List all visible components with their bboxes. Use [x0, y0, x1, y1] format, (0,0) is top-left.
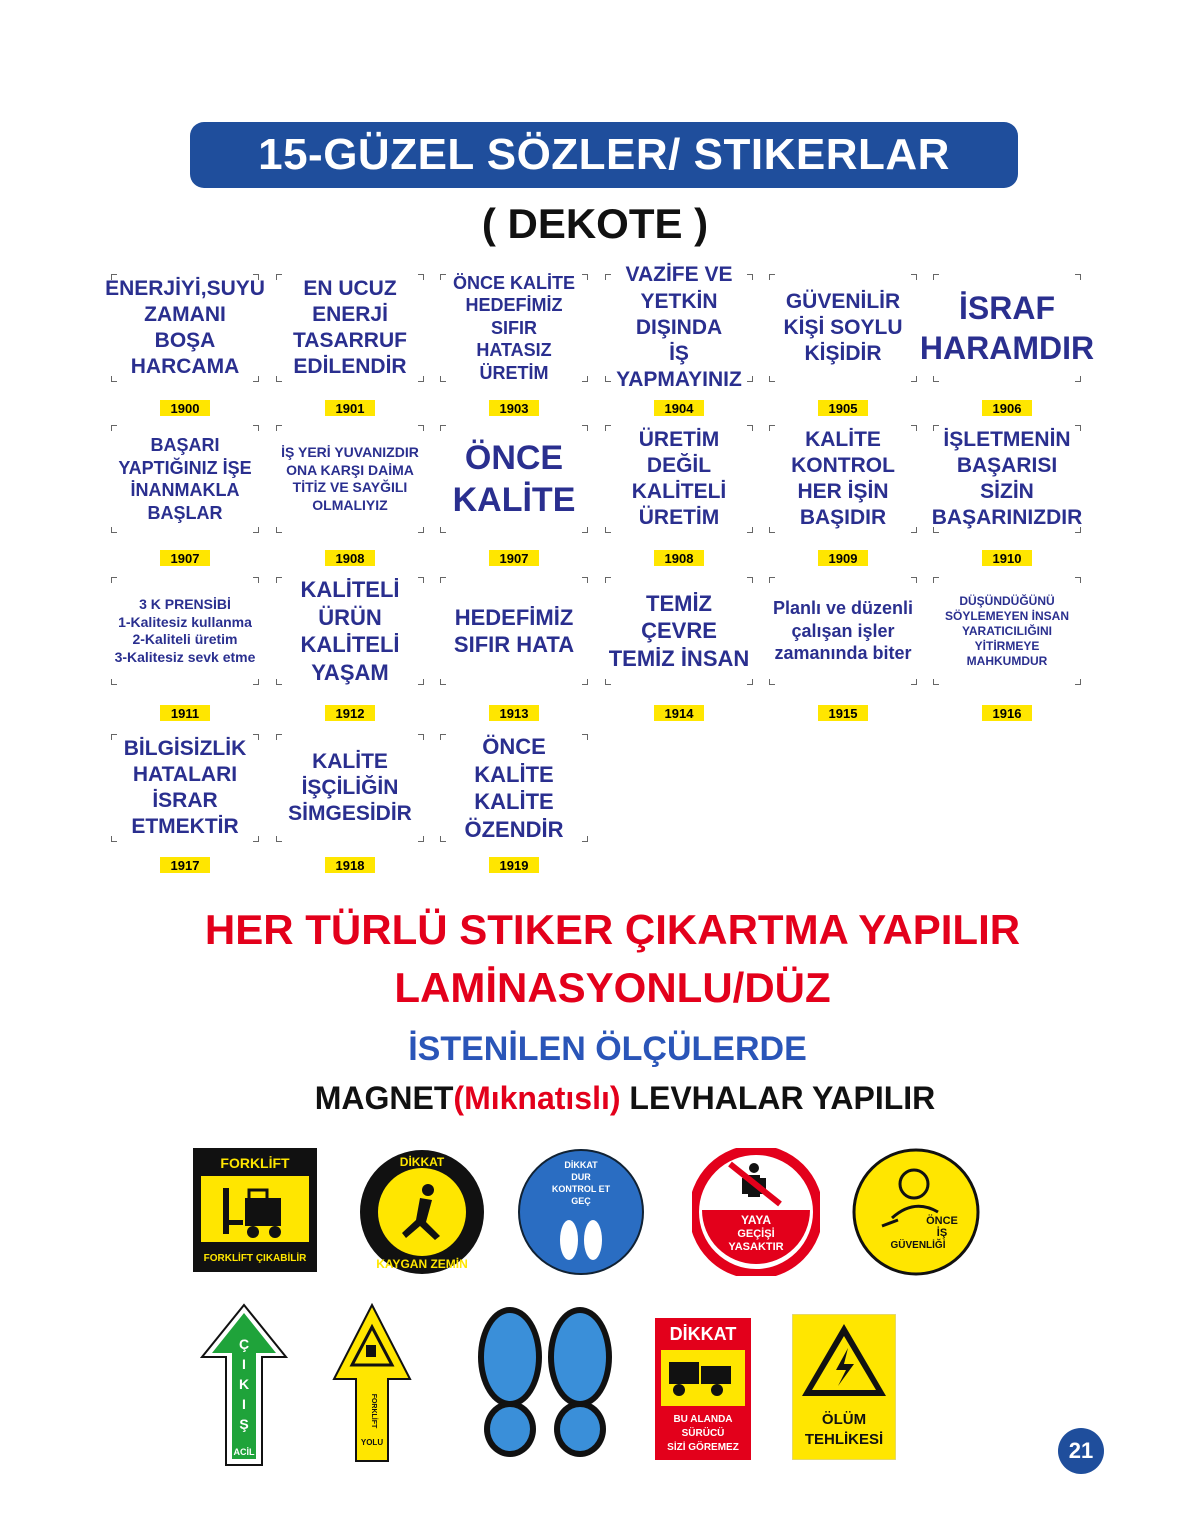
crop-mark: [111, 425, 117, 431]
crop-mark: [418, 274, 424, 280]
crop-mark: [418, 836, 424, 842]
product-code: 1908: [654, 550, 704, 566]
dur-kontrol-sign: [517, 1148, 645, 1276]
crop-mark: [1075, 577, 1081, 583]
crop-mark: [440, 376, 446, 382]
sticker-text: [945, 594, 1069, 669]
dur-l1: DİKKAT: [564, 1160, 598, 1170]
crop-mark: [418, 577, 424, 583]
crop-mark: [1075, 679, 1081, 685]
promo-magnet: MAGNET: [314, 1080, 454, 1116]
dur-l4: GEÇ: [571, 1196, 591, 1206]
yaya-gecisi-sign: [692, 1148, 820, 1276]
sticker-text: [277, 276, 423, 381]
cikis-letters: [239, 1336, 249, 1432]
dur-l3: KONTROL ET: [551, 1184, 611, 1194]
sticker-text: [441, 272, 587, 385]
yolu-l1: FORKLİFT: [370, 1393, 377, 1429]
crop-mark: [911, 527, 917, 533]
sticker-text: [105, 276, 265, 381]
sticker-line: İNANMAKLA BAŞLAR: [130, 480, 240, 523]
cikis-letter: I: [242, 1396, 246, 1412]
sticker-text: [606, 262, 752, 393]
crop-mark: [111, 734, 117, 740]
crop-mark: [440, 527, 446, 533]
crop-mark: [933, 274, 939, 280]
sticker-text: [606, 427, 752, 532]
sticker-line: KALİTELİ ÜRÜN: [300, 577, 400, 630]
sticker-line: KALİTE KONTROL: [791, 427, 895, 477]
sticker-line: KALİTE: [452, 481, 576, 519]
sticker-text: [453, 437, 576, 522]
sticker-line: BAŞARISI SİZİN: [956, 453, 1058, 503]
sticker-text: [112, 434, 258, 524]
product-code: 1910: [982, 550, 1032, 566]
title-banner: [190, 122, 1018, 188]
sticker-line: TİTİZ VE SAYĞILI: [292, 479, 408, 495]
sticker-line: 2-Kaliteli üretim: [132, 631, 238, 647]
sticker-line: ZAMANI: [144, 302, 226, 326]
sticker-card: [934, 578, 1080, 684]
crop-mark: [418, 376, 424, 382]
sticker-line: İŞ YAPMAYINIZ: [616, 342, 742, 392]
sticker-line: HARAMDIR: [919, 330, 1095, 366]
crop-mark: [1075, 376, 1081, 382]
crop-mark: [276, 679, 282, 685]
crop-mark: [253, 527, 259, 533]
product-code: 1914: [654, 705, 704, 721]
crop-mark: [111, 577, 117, 583]
sticker-line: MAHKUMDUR: [966, 653, 1048, 668]
sticker-line: YAPTIĞINIZ İŞE: [118, 457, 252, 478]
sticker-card: [606, 426, 752, 532]
sticker-card: [277, 426, 423, 532]
product-code: 1901: [325, 400, 375, 416]
sticker-card: [770, 578, 916, 684]
sticker-line: ONA KARŞI DAİMA: [286, 461, 414, 478]
crop-mark: [111, 527, 117, 533]
cikis-letter: Ş: [239, 1416, 249, 1432]
crop-mark: [253, 425, 259, 431]
crop-mark: [582, 527, 588, 533]
crop-mark: [769, 425, 775, 431]
crop-mark: [440, 274, 446, 280]
crop-mark: [111, 274, 117, 280]
crop-mark: [582, 836, 588, 842]
sticker-line: İŞLETMENİN: [943, 427, 1071, 451]
product-code: 1908: [325, 550, 375, 566]
sticker-line: YETKİN DIŞINDA: [635, 289, 723, 339]
yolu-l2: YOLU: [360, 1438, 384, 1447]
crop-mark: [911, 274, 917, 280]
sticker-card: [112, 735, 258, 841]
sticker-line: KALİTE ÖZENDİR: [464, 789, 564, 842]
sticker-line: YİTİRMEYE: [974, 638, 1040, 653]
product-code: 1903: [489, 400, 539, 416]
crop-mark: [747, 376, 753, 382]
forklift-sign-top: FORKLİFT: [220, 1155, 290, 1171]
kaygan-top: DİKKAT: [399, 1155, 445, 1169]
crop-mark: [933, 425, 939, 431]
once-l2: İŞ: [936, 1227, 948, 1239]
sticker-line: EN UCUZ ENERJİ: [303, 276, 397, 326]
sticker-card: [277, 578, 423, 684]
sticker-text: [454, 604, 574, 659]
kaygan-bottom: KAYGAN ZEMİN: [376, 1257, 468, 1271]
sticker-line: ÜRETİM DEĞİL: [638, 427, 720, 477]
crop-mark: [769, 274, 775, 280]
product-code: 1916: [982, 705, 1032, 721]
sticker-line: ÜRETİM: [638, 506, 720, 530]
crop-mark: [440, 734, 446, 740]
sticker-text: [783, 289, 902, 368]
surucu-l2: SÜRÜCÜ: [681, 1428, 725, 1439]
sticker-line: ÖNCE KALİTE: [452, 272, 575, 293]
yaya-l1: YAYA: [740, 1213, 772, 1227]
crop-mark: [747, 577, 753, 583]
crop-mark: [276, 425, 282, 431]
crop-mark: [253, 577, 259, 583]
crop-mark: [111, 679, 117, 685]
sticker-card: [606, 263, 752, 392]
crop-mark: [111, 376, 117, 382]
sticker-line: SÖYLEMEYEN İNSAN: [944, 608, 1070, 623]
crop-mark: [418, 679, 424, 685]
product-code: 1911: [160, 705, 210, 721]
olum-tehlikesi-sign: [792, 1314, 896, 1460]
product-code: 1919: [489, 857, 539, 873]
sticker-text: [773, 597, 913, 665]
sticker-text: [115, 596, 256, 666]
sticker-line: HATASIZ ÜRETİM: [476, 340, 552, 383]
sticker-line: YARATICILIĞINI: [961, 623, 1052, 638]
crop-mark: [582, 679, 588, 685]
sticker-line: 1-Kalitesiz kullanma: [118, 613, 252, 630]
sticker-card: [277, 275, 423, 381]
product-code: 1907: [160, 550, 210, 566]
sticker-line: HER İŞİN: [797, 480, 889, 503]
promo-line-4: [0, 1080, 1200, 1117]
sticker-line: BİLGİSİZLİK: [123, 736, 247, 760]
crop-mark: [933, 376, 939, 382]
crop-mark: [911, 425, 917, 431]
page-title: 15-GÜZEL SÖZLER/ STIKERLAR: [258, 130, 950, 179]
sticker-line: ÖNCE KALİTE: [474, 734, 554, 787]
product-code: 1900: [160, 400, 210, 416]
promo-line-3: İSTENİLEN ÖLÇÜLERDE: [408, 1030, 807, 1068]
sticker-line: İSRAF: [959, 290, 1055, 326]
crop-mark: [111, 836, 117, 842]
crop-mark: [276, 734, 282, 740]
crop-mark: [418, 734, 424, 740]
sticker-line: EDİLENDİR: [293, 355, 407, 379]
sticker-line: HATALARI İSRAR: [132, 762, 238, 812]
sticker-line: BAŞARINIZDIR: [931, 506, 1083, 530]
crop-mark: [440, 836, 446, 842]
once-is-guvenligi-sign: [852, 1148, 980, 1276]
promo-miknatisli: (Mıknatıslı): [453, 1080, 621, 1116]
product-code: 1918: [325, 857, 375, 873]
crop-mark: [582, 274, 588, 280]
crop-mark: [253, 679, 259, 685]
crop-mark: [276, 836, 282, 842]
cikis-letter: Ç: [238, 1336, 250, 1352]
product-code: 1906: [982, 400, 1032, 416]
sticker-line: KİŞİ SOYLU: [783, 315, 903, 339]
product-code: 1912: [325, 705, 375, 721]
sticker-text: [920, 288, 1094, 368]
sticker-line: BAŞARI: [150, 435, 220, 455]
sticker-text: [281, 444, 419, 514]
shoe-print-left-icon: [478, 1307, 542, 1457]
crop-mark: [253, 376, 259, 382]
crop-mark: [911, 376, 917, 382]
crop-mark: [605, 376, 611, 382]
crop-mark: [933, 679, 939, 685]
sticker-card: [931, 426, 1083, 532]
crop-mark: [769, 376, 775, 382]
sticker-line: OLMALIYIZ: [312, 496, 388, 513]
crop-mark: [933, 577, 939, 583]
shoe-print-right-icon: [548, 1307, 612, 1457]
sticker-line: TEMİZ İNSAN: [608, 645, 750, 671]
sticker-line: 3 K PRENSİBİ: [139, 596, 231, 612]
crop-mark: [911, 679, 917, 685]
crop-mark: [582, 577, 588, 583]
crop-mark: [769, 527, 775, 533]
footprints-sign: [470, 1305, 620, 1460]
crop-mark: [276, 577, 282, 583]
sticker-line: HEDEFİMİZ SIFIR: [465, 295, 563, 338]
crop-mark: [605, 425, 611, 431]
sticker-line: Planlı ve düzenli: [772, 598, 914, 619]
sticker-line: 3-Kalitesiz sevk etme: [114, 648, 256, 665]
surucu-l1: BU ALANDA: [673, 1414, 733, 1425]
sticker-line: BAŞIDIR: [799, 506, 887, 530]
sticker-text: [277, 576, 423, 686]
olum-l1: ÖLÜM: [821, 1411, 867, 1428]
sticker-line: zamanında biter: [774, 643, 912, 664]
crop-mark: [418, 527, 424, 533]
crop-mark: [769, 577, 775, 583]
crop-mark: [1075, 274, 1081, 280]
sticker-line: KALİTELİ: [631, 480, 727, 503]
product-code: 1909: [818, 550, 868, 566]
crop-mark: [253, 734, 259, 740]
sticker-card: [112, 426, 258, 532]
crop-mark: [1075, 527, 1081, 533]
forklift-yolu-sign: [332, 1303, 412, 1463]
crop-mark: [418, 425, 424, 431]
cikis-acil: ACİL: [233, 1447, 255, 1457]
cikis-arrow-sign: [200, 1303, 288, 1467]
sticker-card: [441, 272, 587, 383]
yaya-l2: GEÇİŞİ: [737, 1228, 775, 1240]
sticker-line: KALİTELİ YAŞAM: [300, 632, 400, 685]
crop-mark: [253, 836, 259, 842]
crop-mark: [1075, 425, 1081, 431]
sticker-line: KALİTE: [312, 749, 388, 773]
promo-line-1: HER TÜRLÜ STIKER ÇIKARTMA YAPILIR: [204, 906, 1021, 953]
sticker-line: DÜŞÜNDÜĞÜNÜ: [959, 593, 1055, 608]
crop-mark: [747, 274, 753, 280]
sticker-text: [112, 736, 258, 841]
cikis-letter: K: [238, 1376, 250, 1392]
sticker-card: [606, 578, 752, 684]
crop-mark: [747, 425, 753, 431]
yaya-l3: YASAKTIR: [728, 1241, 784, 1253]
crop-mark: [582, 376, 588, 382]
crop-mark: [605, 527, 611, 533]
forklift-sign-bottom: FORKLİFT ÇIKABİLİR: [203, 1253, 307, 1264]
sticker-line: ENERJİYİ,SUYU: [105, 276, 265, 300]
crop-mark: [747, 679, 753, 685]
sticker-card: [441, 578, 587, 684]
sticker-line: GÜVENİLİR: [785, 289, 901, 313]
sticker-line: İŞ YERİ YUVANIZDIR: [281, 444, 419, 460]
sticker-line: VAZİFE VE: [625, 263, 733, 287]
kaygan-zemin-sign: [358, 1148, 486, 1276]
crop-mark: [605, 577, 611, 583]
sticker-card: [441, 426, 587, 532]
sticker-card: [277, 735, 423, 841]
crop-mark: [582, 734, 588, 740]
promo-line-2: LAMİNASYONLU/DÜZ: [394, 964, 831, 1011]
sticker-card: [105, 275, 265, 381]
sticker-line: ÖNCE: [464, 438, 564, 477]
crop-mark: [276, 376, 282, 382]
crop-mark: [605, 274, 611, 280]
sticker-line: KİŞİDİR: [804, 342, 882, 366]
sticker-line: SIFIR HATA: [453, 632, 575, 657]
sticker-text: [288, 749, 412, 828]
sticker-line: ETMEKTİR: [131, 815, 239, 839]
crop-mark: [276, 527, 282, 533]
dur-l2: DUR: [571, 1172, 591, 1182]
olum-l2: TEHLİKESİ: [804, 1431, 884, 1448]
crop-mark: [769, 679, 775, 685]
sticker-line: HEDEFİMİZ: [454, 604, 574, 630]
product-code: 1913: [489, 705, 539, 721]
cikis-letter: I: [242, 1356, 246, 1372]
page-subtitle: ( DEKOTE ): [481, 200, 709, 247]
sticker-text: [441, 733, 587, 843]
crop-mark: [747, 527, 753, 533]
surucu-l3: SİZİ GÖREMEZ: [667, 1442, 739, 1453]
product-code: 1907: [489, 550, 539, 566]
surucu-top: DİKKAT: [669, 1324, 737, 1344]
sticker-text: [932, 427, 1083, 532]
sticker-line: TEMİZ ÇEVRE: [641, 590, 717, 644]
forklift-sign: [193, 1148, 317, 1272]
crop-mark: [253, 274, 259, 280]
product-code: 1917: [160, 857, 210, 873]
once-l1: ÖNCE: [926, 1215, 958, 1227]
crop-mark: [582, 425, 588, 431]
sticker-card: [770, 275, 916, 381]
sticker-card: [919, 275, 1095, 381]
crop-mark: [440, 577, 446, 583]
sticker-card: [441, 735, 587, 841]
sticker-line: TASARRUF: [293, 329, 407, 352]
sticker-card: [112, 578, 258, 684]
sticker-line: BOŞA HARCAMA: [130, 329, 240, 379]
sticker-line: İŞÇİLİĞİN: [301, 775, 399, 799]
crop-mark: [440, 679, 446, 685]
sticker-text: [770, 427, 916, 532]
sticker-line: SİMGESİDİR: [288, 802, 412, 826]
crop-mark: [605, 679, 611, 685]
promo-levhalar: LEVHALAR YAPILIR: [620, 1080, 936, 1116]
sticker-card: [770, 426, 916, 532]
sticker-text: [606, 590, 752, 673]
once-l3: GÜVENLİĞİ: [890, 1240, 946, 1251]
page-number-badge: 21: [1058, 1428, 1104, 1474]
crop-mark: [276, 274, 282, 280]
crop-mark: [440, 425, 446, 431]
product-code: 1904: [654, 400, 704, 416]
crop-mark: [933, 527, 939, 533]
product-code: 1915: [818, 705, 868, 721]
crop-mark: [911, 577, 917, 583]
product-code: 1905: [818, 400, 868, 416]
surucu-sizi-goremez-sign: [655, 1318, 751, 1460]
sticker-line: çalışan işler: [791, 620, 895, 641]
